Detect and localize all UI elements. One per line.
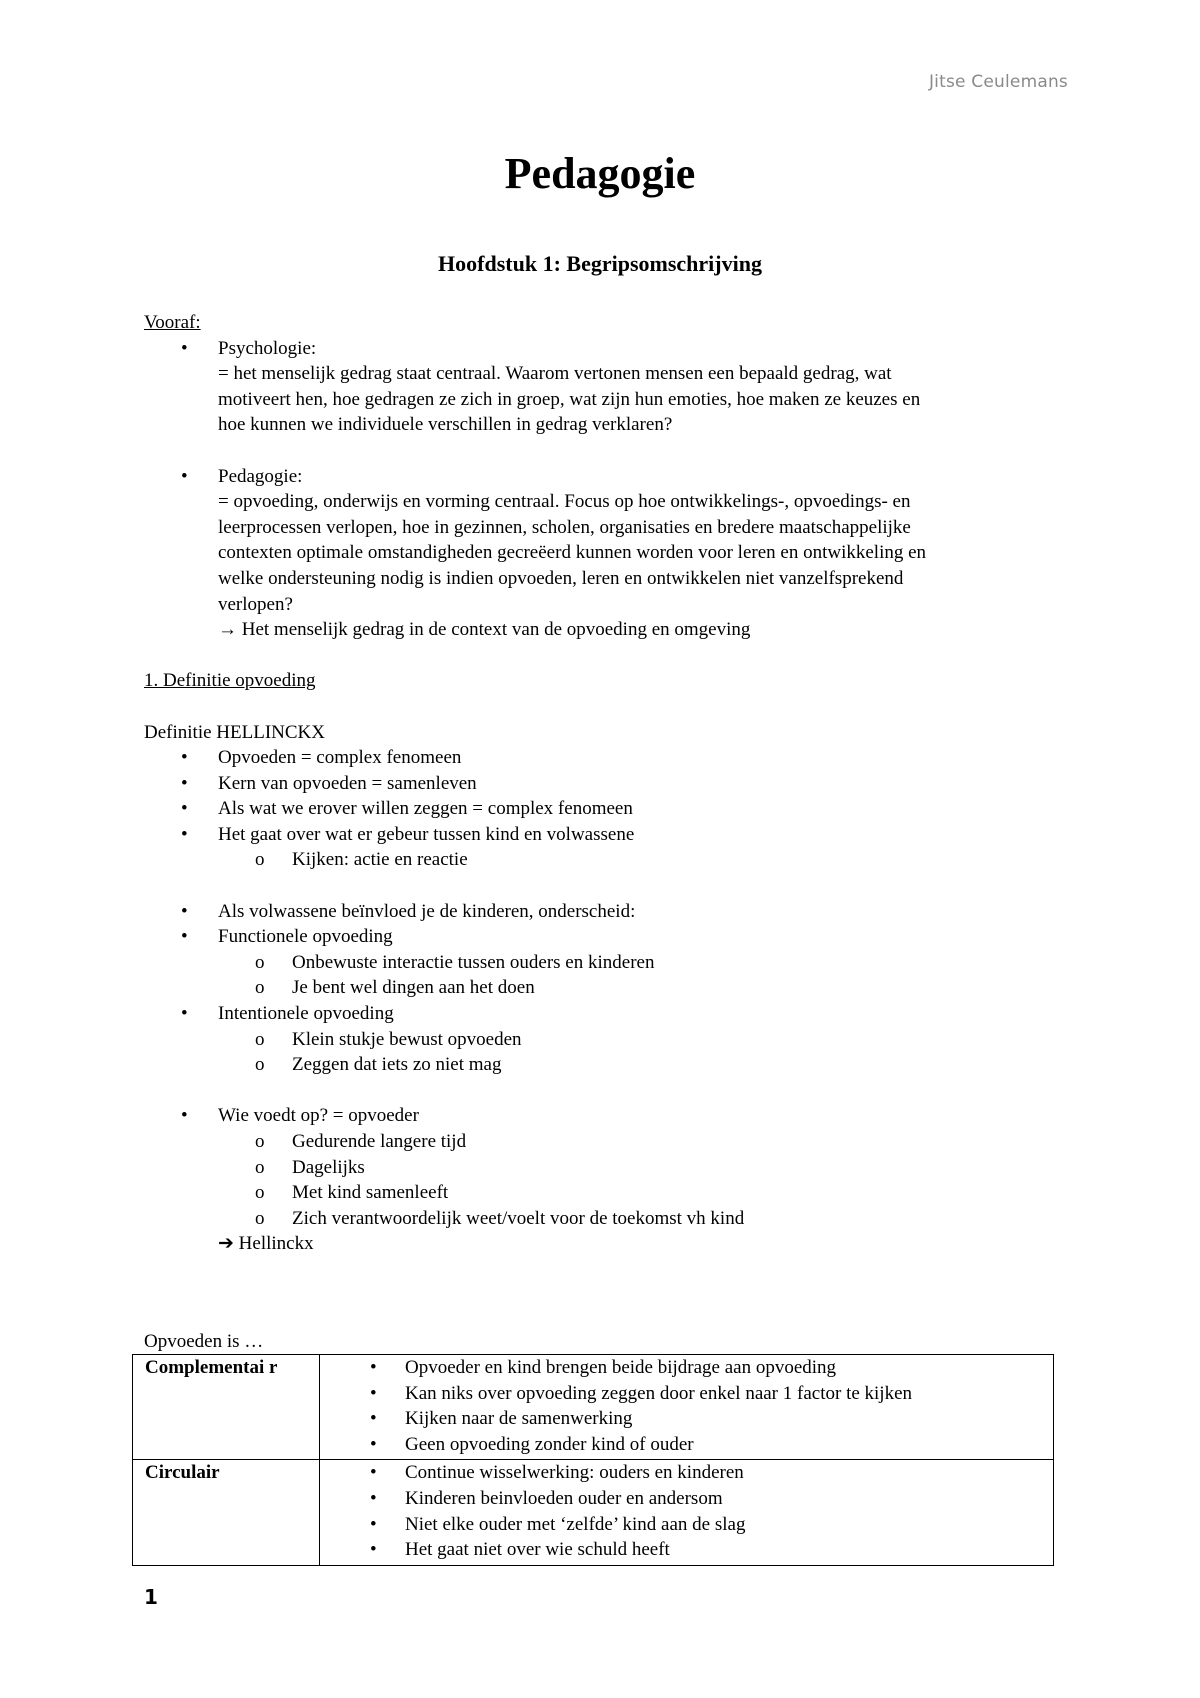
table-list-item-text: Kan niks over opvoeding zeggen door enkel naar 1 factor te kijken xyxy=(405,1382,913,1404)
table-row xyxy=(133,1355,1054,1460)
bullet-dot: • xyxy=(370,1382,377,1404)
opvoeden-table xyxy=(132,1354,1054,1566)
table-list-item-text: Niet elke ouder met ‘zelfde’ kind aan de slag xyxy=(405,1513,746,1535)
sub-list-item-text: Onbewuste interactie tussen ouders en kinderen xyxy=(292,951,655,973)
table-row-label: Complementai r xyxy=(133,1355,320,1460)
sub-list-item xyxy=(144,950,1064,976)
table-list-item-text: Continue wisselwerking: ouders en kinderen xyxy=(405,1462,744,1484)
list-item-text: Wie voedt op? = opvoeder xyxy=(218,1105,419,1127)
table-list-item xyxy=(320,1432,1053,1458)
list-item xyxy=(144,796,1064,822)
bullet-dot: • xyxy=(370,1462,377,1484)
sub-list-item xyxy=(144,1180,1064,1206)
sub-list-item xyxy=(144,1206,1064,1232)
document-body xyxy=(144,310,1064,1257)
bullet-dot: • xyxy=(181,747,188,769)
list-item xyxy=(144,1001,1064,1027)
sub-bullet: o xyxy=(255,977,265,999)
table-list-item xyxy=(320,1537,1053,1563)
table-list-item-text: Opvoeder en kind brengen beide bijdrage aan opvoeding xyxy=(405,1357,837,1378)
sub-list-item-text: Zich verantwoordelijk weet/voelt voor de toekomst vh kind xyxy=(292,1207,745,1229)
sub-bullet: o xyxy=(255,1156,265,1178)
bullet-dot: • xyxy=(370,1433,377,1455)
page-number: 1 xyxy=(144,1585,158,1609)
sub-bullet: o xyxy=(255,1207,265,1229)
sub-list-item-text: Kijken: actie en reactie xyxy=(292,849,468,871)
bullet-dot: • xyxy=(181,1105,188,1127)
list-item xyxy=(144,924,1064,950)
vooraf-heading: Vooraf: xyxy=(144,312,201,333)
pedagogie-line: welke ondersteuning nodig is indien opvoeden, leren en ontwikkelen niet vanzelfsprekend xyxy=(218,567,904,589)
pedagogie-label: Pedagogie: xyxy=(218,465,303,487)
bullet-dot: • xyxy=(181,1003,188,1025)
bullet-dot: • xyxy=(370,1513,377,1535)
bullet-pedagogie xyxy=(144,464,1064,490)
list-item-text: Kern van opvoeden = samenleven xyxy=(218,772,477,794)
bullet-dot: • xyxy=(370,1357,377,1378)
list-item xyxy=(144,745,1064,771)
chapter-heading: Hoofdstuk 1: Begripsomschrijving xyxy=(438,251,762,276)
table-row xyxy=(133,1460,1054,1565)
table-list-item xyxy=(320,1460,1053,1486)
sub-list-item xyxy=(144,1155,1064,1181)
bullet-dot: • xyxy=(370,1539,377,1561)
list-item-text: Opvoeden = complex fenomeen xyxy=(218,747,462,769)
table-list-item-text: Geen opvoeding zonder kind of ouder xyxy=(405,1433,694,1455)
sub-bullet: o xyxy=(255,1054,265,1076)
arrow-icon: ➔ xyxy=(218,1233,234,1255)
bullet-dot: • xyxy=(370,1487,377,1509)
psychologie-line: hoe kunnen we individuele verschillen in gedrag verklaren? xyxy=(218,414,673,436)
list-item-text: Als volwassene beïnvloed je de kinderen, onderscheid: xyxy=(218,900,636,922)
pedagogie-line: verlopen? xyxy=(218,593,293,615)
sub-list-item-text: Je bent wel dingen aan het doen xyxy=(292,977,535,999)
table-list-item xyxy=(320,1355,1053,1381)
sub-list-item xyxy=(144,847,1064,873)
definitie-label: Definitie HELLINCKX xyxy=(144,721,325,743)
table-list-item-text: Het gaat niet over wie schuld heeft xyxy=(405,1539,670,1561)
header-author: Jitse Ceulemans xyxy=(928,72,1068,92)
table-row-label: Circulair xyxy=(133,1460,320,1565)
sub-list-item-text: Met kind samenleeft xyxy=(292,1182,449,1204)
table-list-item xyxy=(320,1512,1053,1538)
pedagogie-line: = opvoeding, onderwijs en vorming centraal. Focus op hoe ontwikkelings-, opvoedings- en xyxy=(218,491,911,513)
pedagogie-line: leerprocessen verlopen, hoe in gezinnen, scholen, organisaties en bredere maatschappelijke xyxy=(218,516,911,538)
pedagogie-line: contexten optimale omstandigheden gecreëerd kunnen worden voor leren en ontwikkeling en xyxy=(218,542,927,564)
table-row-items xyxy=(320,1355,1054,1460)
psychologie-line: = het menselijk gedrag staat centraal. Waarom vertonen mensen een bepaald gedrag, wat xyxy=(218,363,892,385)
list-item-text: Intentionele opvoeding xyxy=(218,1003,394,1025)
conclusion-arrow-line xyxy=(144,1231,1064,1257)
document-title: Pedagogie xyxy=(504,149,696,198)
bullet-dot: • xyxy=(370,1408,377,1430)
bullet-dot: • xyxy=(181,465,188,487)
table-row-items xyxy=(320,1460,1054,1565)
table-caption: Opvoeden is … xyxy=(144,1331,264,1352)
list-item xyxy=(144,771,1064,797)
sub-bullet: o xyxy=(255,849,265,871)
pedagogie-arrow-line: → Het menselijk gedrag in de context van de opvoeding en omgeving xyxy=(218,619,751,641)
table-list-item xyxy=(320,1381,1053,1407)
bullet-psychologie xyxy=(144,336,1064,362)
psychologie-line: motiveert hen, hoe gedragen ze zich in groep, wat zijn hun emoties, hoe maken ze keuzes en xyxy=(218,388,921,410)
sub-list-item-text: Gedurende langere tijd xyxy=(292,1131,467,1152)
sub-list-item-text: Zeggen dat iets zo niet mag xyxy=(292,1054,502,1076)
sub-bullet: o xyxy=(255,1028,265,1050)
list-item-text: Het gaat over wat er gebeur tussen kind en volwassene xyxy=(218,823,635,845)
sub-list-item-text: Klein stukje bewust opvoeden xyxy=(292,1028,522,1050)
bullet-dot: • xyxy=(181,900,188,922)
table-list-item-text: Kijken naar de samenwerking xyxy=(405,1408,633,1430)
section-heading-definitie: 1. Definitie opvoeding xyxy=(144,670,316,692)
sub-list-item xyxy=(144,975,1064,1001)
table-list-item-text: Kinderen beinvloeden ouder en andersom xyxy=(405,1487,723,1509)
list-item xyxy=(144,899,1064,925)
bullet-dot: • xyxy=(181,337,188,359)
sub-bullet: o xyxy=(255,951,265,973)
sub-list-item-text: Dagelijks xyxy=(292,1156,365,1178)
sub-bullet: o xyxy=(255,1131,265,1152)
psychologie-label: Psychologie: xyxy=(218,337,317,359)
bullet-dot: • xyxy=(181,823,188,845)
list-item-text: Functionele opvoeding xyxy=(218,926,393,948)
list-item xyxy=(144,822,1064,848)
bullet-dot: • xyxy=(181,926,188,948)
sub-list-item xyxy=(144,1027,1064,1053)
table-list-item xyxy=(320,1406,1053,1432)
arrow-text: Hellinckx xyxy=(238,1233,314,1255)
bullet-dot: • xyxy=(181,772,188,794)
sub-list-item xyxy=(144,1129,1064,1155)
sub-bullet: o xyxy=(255,1182,265,1204)
sub-list-item xyxy=(144,1052,1064,1078)
list-item-text: Als wat we erover willen zeggen = complex fenomeen xyxy=(218,798,633,820)
bullet-dot: • xyxy=(181,798,188,820)
list-item xyxy=(144,1103,1064,1129)
table-list-item xyxy=(320,1486,1053,1512)
